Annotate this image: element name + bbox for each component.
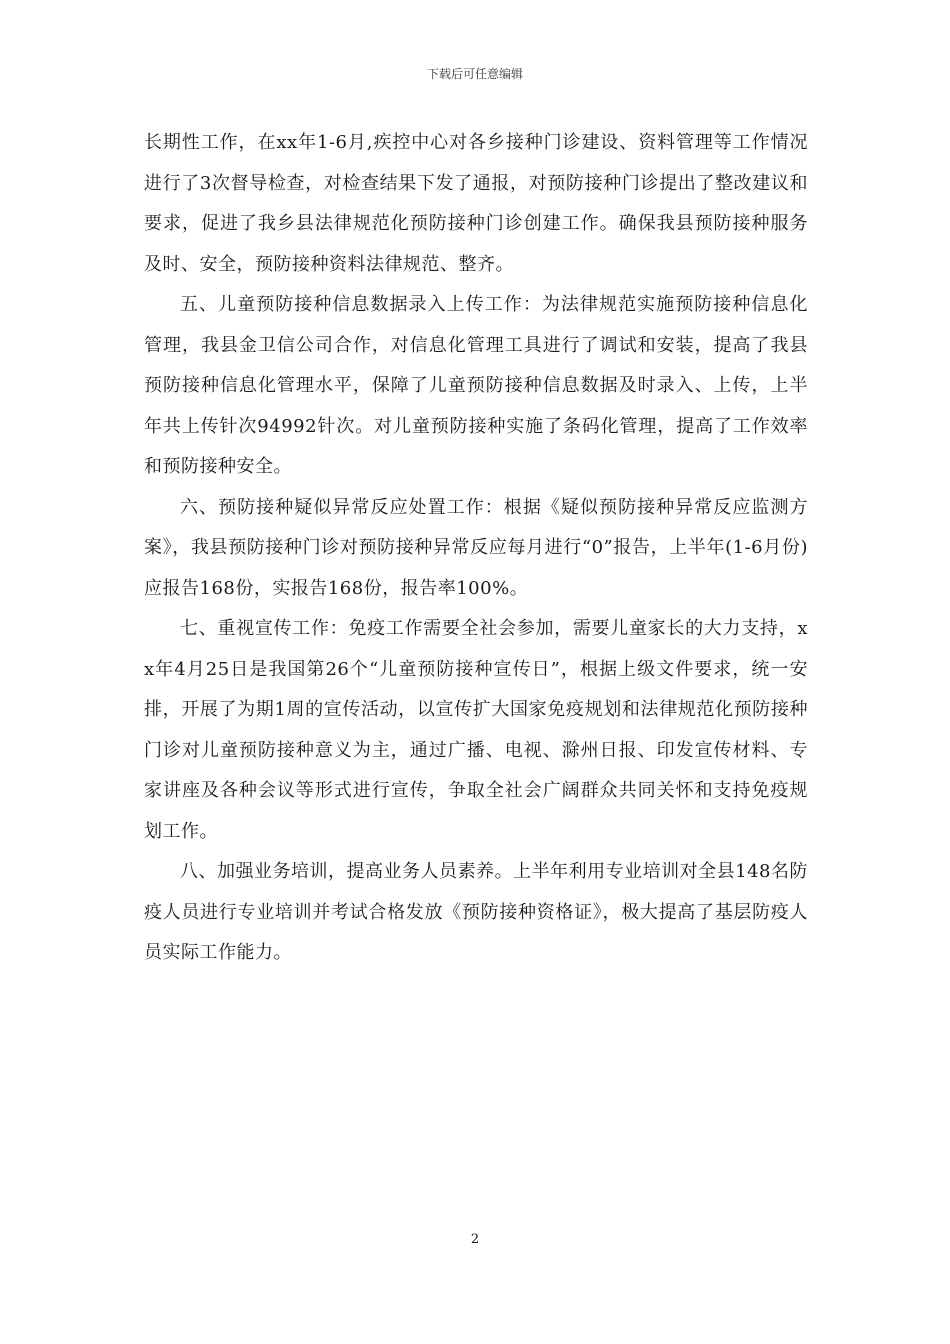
paragraph-section-8: 八、加强业务培训，提高业务人员素养。上半年利用专业培训对全县148名防疫人员进行专业培训并考试合格发放《预防接种资格证》，极大提高了基层防疫人员实际工作能力。 bbox=[144, 861, 808, 963]
paragraph-section-7: 七、重视宣传工作：免疫工作需要全社会参加，需要儿童家长的大力支持，xx年4月25日是我国第26个“儿童预防接种宣传日”，根据上级文件要求，统一安排，开展了为期1周的宣传活动，以宣传扩大国家免疫规划和法律规范化预防接种门诊对儿童预防接种意义为主，通过广播、电视、滁州日报、印发宣传材料、专家讲座及各种会议等形式进行宣传，争取全社会广阔群众共同关怀和支持免疫规划工作。 bbox=[144, 618, 808, 842]
page-number: 2 bbox=[470, 1232, 480, 1247]
paragraph-continuation: 长期性工作，在xx年1-6月,疾控中心对各乡接种门诊建设、资料管理等工作情况进行了3次督导检查，对检查结果下发了通报，对预防接种门诊提出了整改建议和要求，促进了我乡县法律规范化预防接种门诊创建工作。确保我县预防接种服务及时、安全，预防接种资料法律规范、整齐。 bbox=[144, 132, 808, 275]
paragraph-section-6: 六、预防接种疑似异常反应处置工作：根据《疑似预防接种异常反应监测方案》，我县预防接种门诊对预防接种异常反应每月进行“0”报告，上半年(1-6月份)应报告168份，实报告168份，报告率100%。 bbox=[144, 496, 808, 599]
paragraph-section-5: 五、儿童预防接种信息数据录入上传工作：为法律规范实施预防接种信息化管理，我县金卫信公司合作，对信息化管理工具进行了调试和安装，提高了我县预防接种信息化管理水平，保障了儿童预防接种信息数据及时录入、上传，上半年共上传针次94992针次。对儿童预防接种实施了条码化管理，提高了工作效率和预防接种安全。 bbox=[144, 294, 808, 477]
page-header-note: 下载后可任意编辑 bbox=[426, 67, 523, 81]
document-body bbox=[144, 123, 808, 974]
